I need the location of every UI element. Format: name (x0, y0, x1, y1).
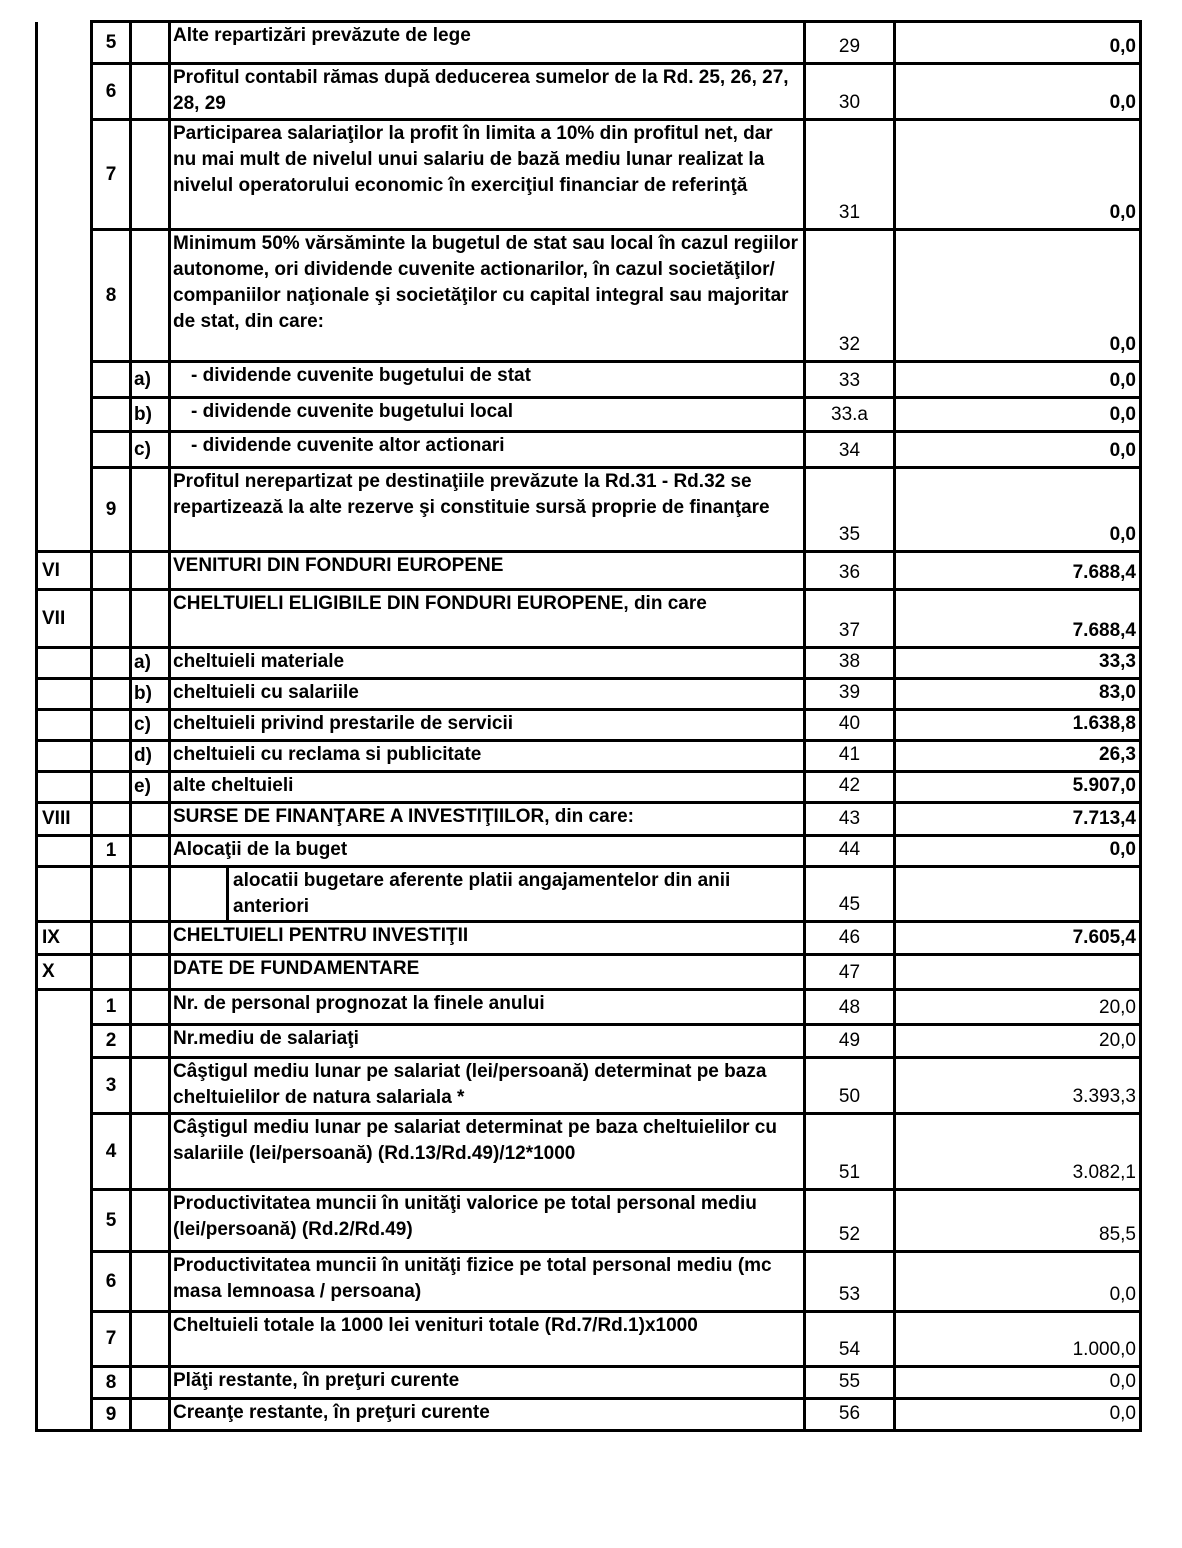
description-cell: Participarea salariaţilor la profit în limita a 10% din profitul net, dar nu mai mult de nivelul unui salariu de bază mediu lunar realizat la nivelul operatorului economic în exerciţiul financiar de referinţă (170, 120, 805, 230)
section-roman-cell (37, 468, 92, 552)
subitem-letter-cell: a) (131, 648, 170, 679)
value-cell: 33,3 (895, 648, 1141, 679)
description-cell: Creanţe restante, în preţuri curente (170, 1399, 805, 1431)
item-number-cell (92, 552, 131, 590)
value-cell: 0,0 (895, 468, 1141, 552)
subitem-letter-cell (131, 1367, 170, 1399)
row-code-cell: 48 (805, 990, 895, 1025)
value-cell: 83,0 (895, 679, 1141, 710)
item-number-cell (92, 803, 131, 836)
section-roman-cell (37, 1312, 92, 1367)
table-row (37, 1114, 1141, 1190)
row-code-cell: 33 (805, 362, 895, 398)
item-number-cell: 8 (92, 1367, 131, 1399)
table-row (37, 955, 1141, 990)
value-cell: 20,0 (895, 1025, 1141, 1058)
section-roman-cell (37, 710, 92, 741)
value-cell: 7.688,4 (895, 552, 1141, 590)
section-roman-cell (37, 741, 92, 772)
subitem-letter-cell (131, 836, 170, 867)
description-cell: alte cheltuieli (170, 772, 805, 803)
description-cell: Profitul nerepartizat pe destinaţiile prevăzute la Rd.31 - Rd.32 se repartizează la alte rezerve şi constituie sursă proprie de finanţare (170, 468, 805, 552)
subitem-letter-cell (131, 64, 170, 120)
item-number-cell: 7 (92, 1312, 131, 1367)
subitem-letter-cell (131, 468, 170, 552)
value-cell: 0,0 (895, 64, 1141, 120)
value-cell: 20,0 (895, 990, 1141, 1025)
subitem-letter-cell (131, 1312, 170, 1367)
item-number-cell: 4 (92, 1114, 131, 1190)
table-row (37, 1190, 1141, 1252)
row-code-cell: 39 (805, 679, 895, 710)
item-number-cell: 3 (92, 1058, 131, 1114)
subitem-letter-cell (131, 1025, 170, 1058)
row-code-cell: 29 (805, 22, 895, 64)
description-cell: cheltuieli materiale (170, 648, 805, 679)
row-code-cell: 40 (805, 710, 895, 741)
item-number-cell: 2 (92, 1025, 131, 1058)
table-row (37, 552, 1141, 590)
item-number-cell: 7 (92, 120, 131, 230)
section-roman-cell (37, 1190, 92, 1252)
value-cell: 0,0 (895, 230, 1141, 362)
table-row (37, 1367, 1141, 1399)
table-row (37, 648, 1141, 679)
subitem-letter-cell: d) (131, 741, 170, 772)
value-cell: 0,0 (895, 1367, 1141, 1399)
section-roman-cell (37, 230, 92, 362)
section-roman-cell (37, 1114, 92, 1190)
table-row (37, 230, 1141, 362)
item-number-cell: 5 (92, 22, 131, 64)
section-roman-cell (37, 1399, 92, 1431)
description-cell: - dividende cuvenite bugetului de stat (170, 362, 805, 398)
section-roman-cell (37, 22, 92, 64)
subitem-letter-cell (131, 1058, 170, 1114)
value-cell (895, 955, 1141, 990)
description-cell: Alocaţii de la buget (170, 836, 805, 867)
row-code-cell: 53 (805, 1252, 895, 1312)
section-roman-cell (37, 64, 92, 120)
description-cell: Câştigul mediu lunar pe salariat determinat pe baza cheltuielilor cu salariile (lei/persoană) (Rd.13/Rd.49)/12*1000 (170, 1114, 805, 1190)
item-number-cell (92, 648, 131, 679)
item-number-cell: 1 (92, 990, 131, 1025)
description-cell: CHELTUIELI ELIGIBILE DIN FONDURI EUROPENE, din care (170, 590, 805, 648)
value-cell: 3.393,3 (895, 1058, 1141, 1114)
description-cell (170, 867, 805, 922)
subitem-letter-cell: c) (131, 710, 170, 741)
table-row (37, 64, 1141, 120)
section-roman-cell: IX (37, 922, 92, 955)
table-row (37, 1252, 1141, 1312)
table-row (37, 803, 1141, 836)
table-row (37, 1312, 1141, 1367)
section-roman-cell (37, 398, 92, 432)
table-row (37, 590, 1141, 648)
section-roman-cell (37, 362, 92, 398)
description-cell: Minimum 50% vărsăminte la bugetul de stat sau local în cazul regiilor autonome, ori dividende cuvenite actionarilor, în cazul societăţilor/ companiilor naţionale şi societăţilor cu capital integral sau majoritar de stat, din care: (170, 230, 805, 362)
subitem-letter-cell (131, 22, 170, 64)
item-number-cell (92, 867, 131, 922)
subitem-letter-cell (131, 590, 170, 648)
section-roman-cell (37, 1058, 92, 1114)
row-code-cell: 50 (805, 1058, 895, 1114)
subitem-letter-cell (131, 230, 170, 362)
table-row (37, 772, 1141, 803)
subitem-letter-cell (131, 120, 170, 230)
value-cell: 0,0 (895, 362, 1141, 398)
row-code-cell: 37 (805, 590, 895, 648)
row-code-cell: 56 (805, 1399, 895, 1431)
value-cell: 0,0 (895, 432, 1141, 468)
section-roman-cell (37, 1025, 92, 1058)
item-number-cell (92, 398, 131, 432)
section-roman-cell: VI (37, 552, 92, 590)
value-cell: 7.713,4 (895, 803, 1141, 836)
item-number-cell (92, 922, 131, 955)
row-code-cell: 30 (805, 64, 895, 120)
description-cell: Cheltuieli totale la 1000 lei venituri totale (Rd.7/Rd.1)x1000 (170, 1312, 805, 1367)
item-number-cell: 8 (92, 230, 131, 362)
section-roman-cell (37, 1367, 92, 1399)
section-roman-cell (37, 772, 92, 803)
row-code-cell: 46 (805, 922, 895, 955)
subitem-letter-cell: e) (131, 772, 170, 803)
value-cell: 0,0 (895, 1252, 1141, 1312)
value-cell: 7.605,4 (895, 922, 1141, 955)
table-row (37, 710, 1141, 741)
value-cell: 1.638,8 (895, 710, 1141, 741)
indent-cell (171, 868, 229, 920)
subitem-letter-cell: c) (131, 432, 170, 468)
value-cell: 0,0 (895, 120, 1141, 230)
subitem-letter-cell: b) (131, 679, 170, 710)
item-number-cell (92, 590, 131, 648)
subitem-letter-cell (131, 803, 170, 836)
value-cell: 7.688,4 (895, 590, 1141, 648)
subitem-letter-cell (131, 1252, 170, 1312)
item-number-cell: 6 (92, 64, 131, 120)
subitem-letter-cell: b) (131, 398, 170, 432)
table-row (37, 22, 1141, 64)
item-number-cell: 9 (92, 1399, 131, 1431)
section-roman-cell (37, 836, 92, 867)
section-roman-cell (37, 679, 92, 710)
row-code-cell: 41 (805, 741, 895, 772)
description-text: alocatii bugetare aferente platii angajamentelor din anii anteriori (233, 870, 731, 917)
description-cell: cheltuieli cu reclama si publicitate (170, 741, 805, 772)
budget-indicators-table (35, 20, 1142, 1432)
value-cell (895, 867, 1141, 922)
item-number-cell (92, 955, 131, 990)
section-roman-cell (37, 432, 92, 468)
table-body (37, 22, 1141, 1431)
table-row (37, 432, 1141, 468)
section-roman-cell (37, 648, 92, 679)
subitem-letter-cell (131, 922, 170, 955)
item-number-cell (92, 432, 131, 468)
description-cell: VENITURI DIN FONDURI EUROPENE (170, 552, 805, 590)
subitem-letter-cell (131, 1399, 170, 1431)
table-row (37, 679, 1141, 710)
row-code-cell: 51 (805, 1114, 895, 1190)
description-cell: CHELTUIELI PENTRU INVESTIŢII (170, 922, 805, 955)
row-code-cell: 55 (805, 1367, 895, 1399)
description-cell: Productivitatea muncii în unităţi valorice pe total personal mediu (lei/persoană) (Rd.2/Rd.49) (170, 1190, 805, 1252)
row-code-cell: 43 (805, 803, 895, 836)
item-number-cell (92, 362, 131, 398)
section-roman-cell (37, 867, 92, 922)
description-cell: Plăţi restante, în preţuri curente (170, 1367, 805, 1399)
section-roman-cell (37, 120, 92, 230)
description-cell: Câştigul mediu lunar pe salariat (lei/persoană) determinat pe baza cheltuielilor de natura salariala * (170, 1058, 805, 1114)
item-number-cell (92, 679, 131, 710)
row-code-cell: 34 (805, 432, 895, 468)
table-row (37, 836, 1141, 867)
row-code-cell: 45 (805, 867, 895, 922)
item-number-cell: 5 (92, 1190, 131, 1252)
description-cell: SURSE DE FINANŢARE A INVESTIŢIILOR, din care: (170, 803, 805, 836)
item-number-cell: 9 (92, 468, 131, 552)
description-cell: Nr.mediu de salariaţi (170, 1025, 805, 1058)
value-cell: 0,0 (895, 1399, 1141, 1431)
section-roman-cell: VII (37, 590, 92, 648)
subitem-letter-cell (131, 867, 170, 922)
row-code-cell: 33.a (805, 398, 895, 432)
subitem-letter-cell (131, 1190, 170, 1252)
table-row (37, 1025, 1141, 1058)
section-roman-cell: VIII (37, 803, 92, 836)
description-cell: - dividende cuvenite bugetului local (170, 398, 805, 432)
value-cell: 1.000,0 (895, 1312, 1141, 1367)
row-code-cell: 54 (805, 1312, 895, 1367)
subitem-letter-cell (131, 955, 170, 990)
table-row (37, 1058, 1141, 1114)
table-row (37, 1399, 1141, 1431)
table-row (37, 741, 1141, 772)
section-roman-cell (37, 990, 92, 1025)
description-cell: cheltuieli privind prestarile de servicii (170, 710, 805, 741)
row-code-cell: 32 (805, 230, 895, 362)
item-number-cell: 6 (92, 1252, 131, 1312)
table-row (37, 362, 1141, 398)
subitem-letter-cell: a) (131, 362, 170, 398)
value-cell: 3.082,1 (895, 1114, 1141, 1190)
value-cell: 0,0 (895, 836, 1141, 867)
value-cell: 85,5 (895, 1190, 1141, 1252)
row-code-cell: 42 (805, 772, 895, 803)
section-roman-cell (37, 1252, 92, 1312)
budget-table-page (35, 20, 1139, 1432)
description-cell: - dividende cuvenite altor actionari (170, 432, 805, 468)
row-code-cell: 38 (805, 648, 895, 679)
description-cell: Profitul contabil rămas după deducerea sumelor de la Rd. 25, 26, 27, 28, 29 (170, 64, 805, 120)
subitem-letter-cell (131, 552, 170, 590)
item-number-cell (92, 741, 131, 772)
table-row (37, 398, 1141, 432)
value-cell: 26,3 (895, 741, 1141, 772)
row-code-cell: 35 (805, 468, 895, 552)
table-row (37, 120, 1141, 230)
value-cell: 5.907,0 (895, 772, 1141, 803)
description-cell: Alte repartizări prevăzute de lege (170, 22, 805, 64)
value-cell: 0,0 (895, 22, 1141, 64)
row-code-cell: 47 (805, 955, 895, 990)
description-cell: Nr. de personal prognozat la finele anului (170, 990, 805, 1025)
row-code-cell: 44 (805, 836, 895, 867)
section-roman-cell: X (37, 955, 92, 990)
value-cell: 0,0 (895, 398, 1141, 432)
row-code-cell: 52 (805, 1190, 895, 1252)
item-number-cell (92, 710, 131, 741)
row-code-cell: 36 (805, 552, 895, 590)
table-row (37, 468, 1141, 552)
table-row (37, 867, 1141, 922)
table-row (37, 990, 1141, 1025)
description-cell: DATE DE FUNDAMENTARE (170, 955, 805, 990)
description-cell: Productivitatea muncii în unităţi fizice pe total personal mediu (mc masa lemnoasa / persoana) (170, 1252, 805, 1312)
item-number-cell (92, 772, 131, 803)
subitem-letter-cell (131, 990, 170, 1025)
subitem-letter-cell (131, 1114, 170, 1190)
row-code-cell: 49 (805, 1025, 895, 1058)
row-code-cell: 31 (805, 120, 895, 230)
table-row (37, 922, 1141, 955)
item-number-cell: 1 (92, 836, 131, 867)
description-cell: cheltuieli cu salariile (170, 679, 805, 710)
